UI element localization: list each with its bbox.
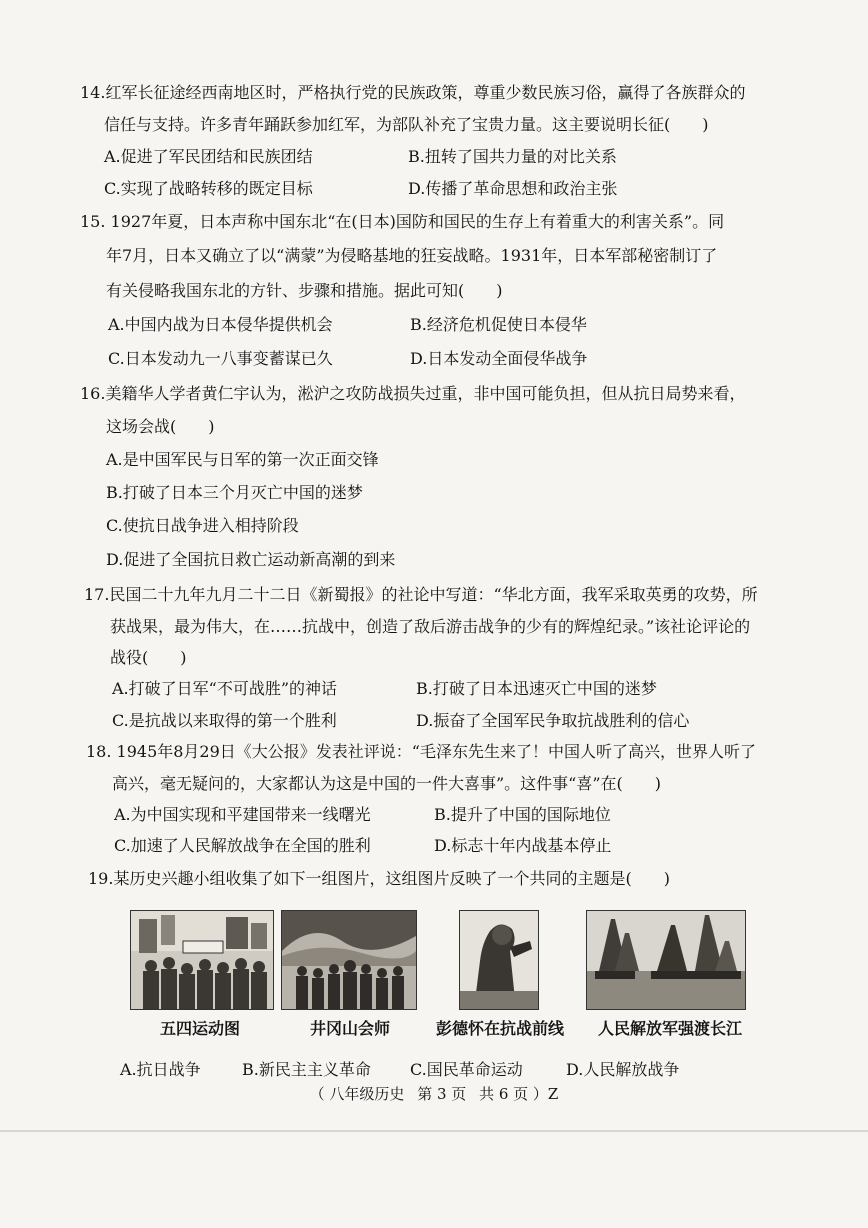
photo-caption-4: 人民解放军强渡长江	[597, 1019, 742, 1038]
footer-subject: （ 八年级历史	[309, 1085, 405, 1103]
photo-caption-2: 井冈山会师	[309, 1019, 390, 1038]
peng-dehuai-front-photo	[459, 910, 539, 1010]
photo-caption-1: 五四运动图	[159, 1019, 240, 1038]
footer-page-number: 第 3 页	[417, 1085, 467, 1103]
q17-option-d[interactable]: D.振奋了全国军民争取抗战胜利的信心	[416, 711, 690, 730]
q19-option-a[interactable]: A.抗日战争	[120, 1060, 201, 1079]
may-fourth-movement-photo	[130, 910, 274, 1010]
q17-option-c[interactable]: C.是抗战以来取得的第一个胜利	[112, 711, 337, 730]
q18-stem-line-1: 18. 1945年8月29日《大公报》发表社评说：“毛泽东先生来了！中国人听了高兴，世界人听了	[86, 742, 756, 761]
q19-option-c[interactable]: C.国民革命运动	[410, 1060, 523, 1079]
photo-caption-3: 彭德怀在抗战前线	[435, 1019, 564, 1038]
q18-option-b[interactable]: B.提升了中国的国际地位	[434, 805, 611, 824]
q18-stem-line-2: 高兴，毫无疑问的，大家都认为这是中国的一件大喜事”。这件事“喜”在( )	[112, 774, 662, 793]
q16-option-c[interactable]: C.使抗日战争进入相持阶段	[106, 516, 299, 535]
q14-stem-line-2: 信任与支持。许多青年踊跃参加红军，为部队补充了宝贵力量。这主要说明长征( )	[104, 115, 709, 134]
q15-stem-line-3: 有关侵略我国东北的方针、步骤和措施。据此可知( )	[106, 281, 503, 300]
q19-stem-line-1: 19.某历史兴趣小组收集了如下一组图片，这组图片反映了一个共同的主题是( )	[88, 869, 670, 888]
q16-stem-line-1: 16.美籍华人学者黄仁宇认为，淞沪之攻防战损失过重，非中国可能负担，但从抗日局势来看，	[80, 384, 746, 403]
q16-option-d[interactable]: D.促进了全国抗日救亡运动新高潮的到来	[106, 550, 396, 569]
q14-option-b[interactable]: B.扭转了国共力量的对比关系	[408, 147, 617, 166]
q16-stem-line-2: 这场会战( )	[106, 417, 215, 436]
q17-stem-line-1: 17.民国二十九年九月二十二日《新蜀报》的社论中写道：“华北方面，我军采取英勇的攻势，所	[84, 585, 758, 604]
yangtze-crossing-photo	[586, 910, 746, 1010]
q14-option-a[interactable]: A.促进了军民团结和民族团结	[104, 147, 313, 166]
q15-stem-line-2: 年7月，日本又确立了以“满蒙”为侵略基地的狂妄战略。1931年，日本军部秘密制订了	[106, 246, 718, 265]
q18-option-c[interactable]: C.加速了人民解放战争在全国的胜利	[114, 836, 371, 855]
q17-option-b[interactable]: B.打破了日本迅速灭亡中国的迷梦	[416, 679, 657, 698]
q16-option-a[interactable]: A.是中国军民与日军的第一次正面交锋	[106, 450, 379, 469]
q19-option-d[interactable]: D.人民解放战争	[566, 1060, 680, 1079]
jinggangshan-meeting-photo	[281, 910, 417, 1010]
q15-option-b[interactable]: B.经济危机促使日本侵华	[410, 315, 587, 334]
q15-option-c[interactable]: C.日本发动九一八事变蓄谋已久	[108, 349, 333, 368]
q15-option-a[interactable]: A.中国内战为日本侵华提供机会	[108, 315, 333, 334]
footer-total-pages: 共 6 页 ）Z	[479, 1085, 559, 1103]
q19-option-b[interactable]: B.新民主主义革命	[242, 1060, 371, 1079]
q16-option-b[interactable]: B.打破了日本三个月灭亡中国的迷梦	[106, 483, 363, 502]
scan-edge-divider	[0, 1130, 868, 1132]
page-footer	[0, 1083, 868, 1105]
q14-stem-line-1: 14.红军长征途经西南地区时，严格执行党的民族政策，尊重少数民族习俗，赢得了各族群众的	[80, 83, 746, 102]
q15-option-d[interactable]: D.日本发动全面侵华战争	[410, 349, 588, 368]
q17-stem-line-2: 获战果，最为伟大，在……抗战中，创造了敌后游击战争的少有的辉煌纪录。”该社论评论的	[110, 617, 751, 636]
q14-option-d[interactable]: D.传播了革命思想和政治主张	[408, 179, 618, 198]
q18-option-d[interactable]: D.标志十年内战基本停止	[434, 836, 612, 855]
q18-option-a[interactable]: A.为中国实现和平建国带来一线曙光	[114, 805, 371, 824]
q14-option-c[interactable]: C.实现了战略转移的既定目标	[104, 179, 313, 198]
q17-stem-line-3: 战役( )	[110, 648, 187, 667]
q17-option-a[interactable]: A.打破了日军“不可战胜”的神话	[112, 679, 338, 698]
q15-stem-line-1: 15. 1927年夏，日本声称中国东北“在(日本)国防和国民的生存上有着重大的利害关系”。同	[80, 212, 725, 231]
